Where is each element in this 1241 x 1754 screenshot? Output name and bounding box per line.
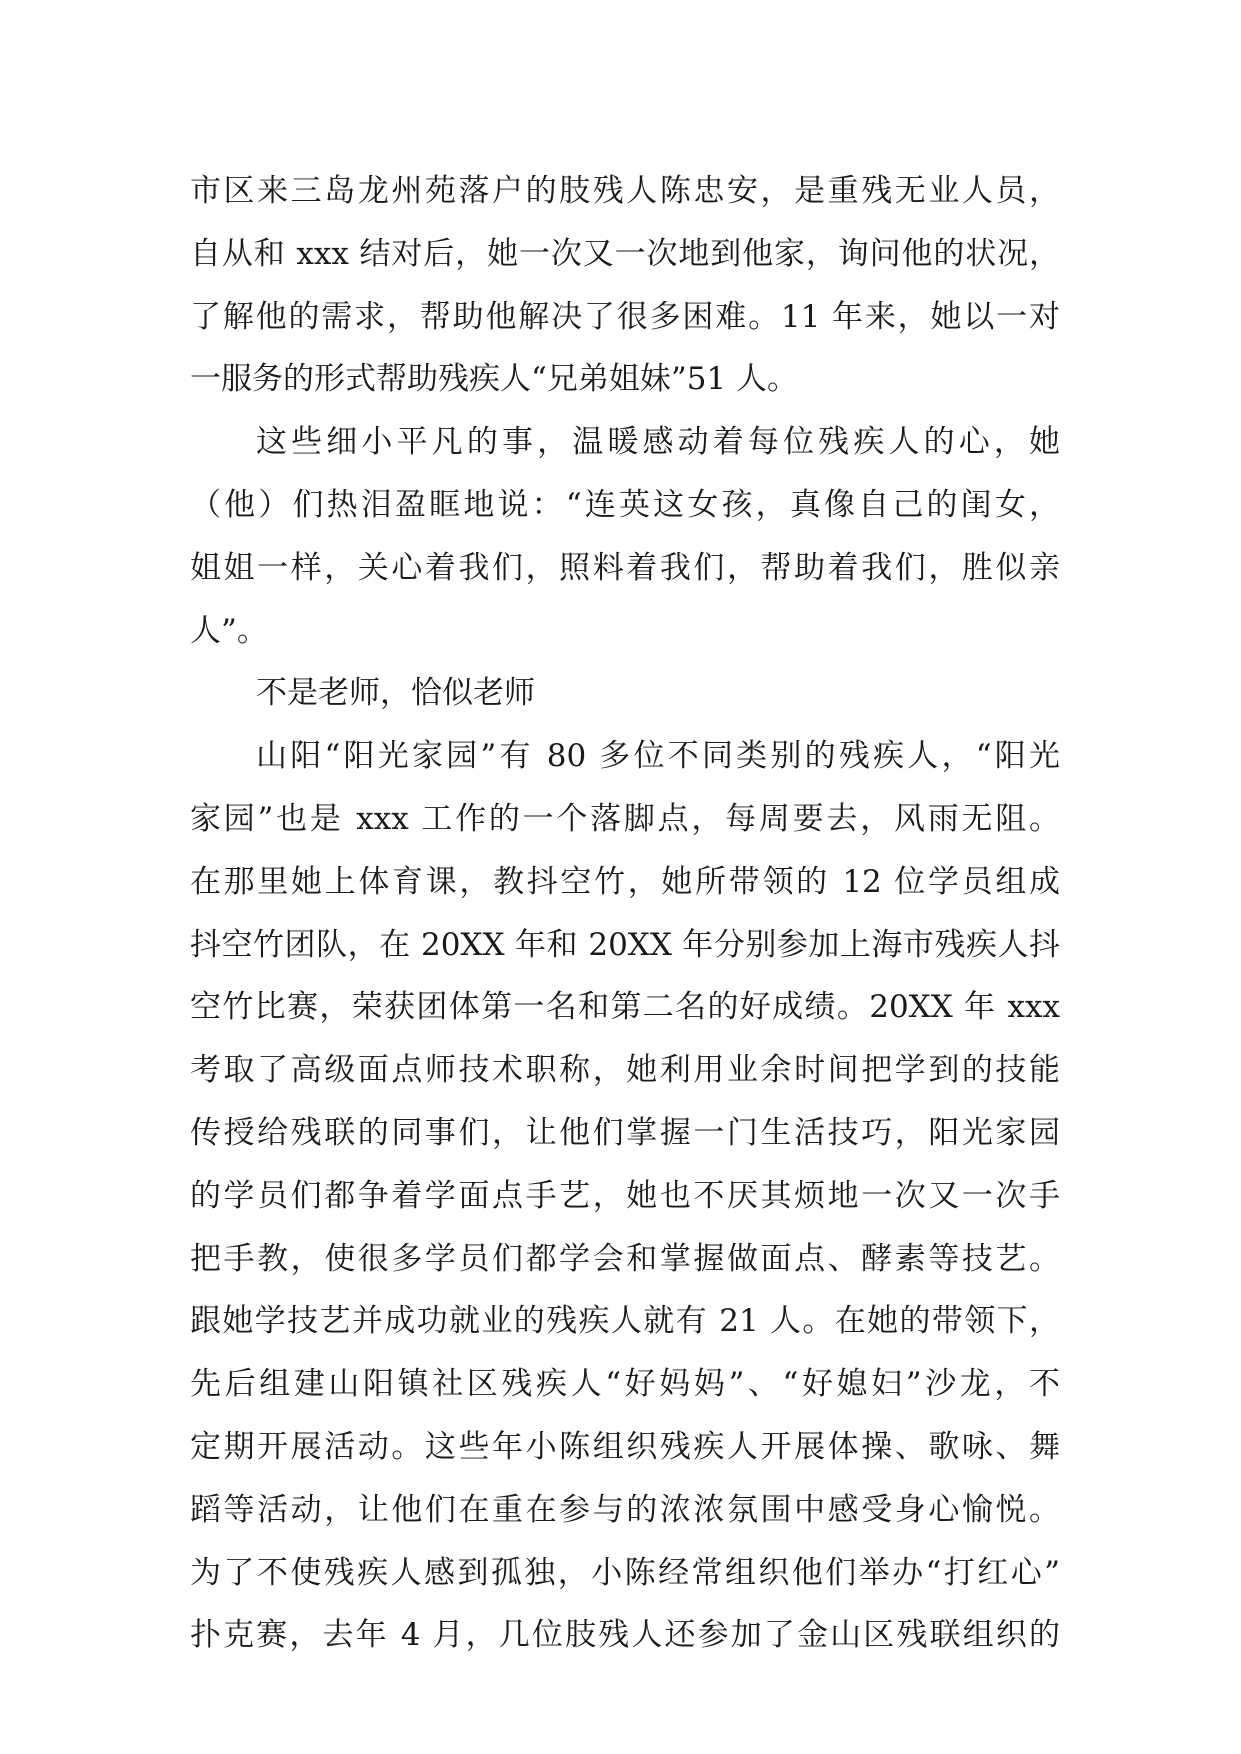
text-line: 抖空竹团队，在 20XX 年和 20XX 年分别参加上海市残疾人抖	[190, 926, 1060, 963]
paragraph	[190, 725, 1060, 1667]
paragraph	[190, 160, 1060, 411]
text-line: 定期开展活动。这些年小陈组织残疾人开展体操、歌咏、舞	[190, 1428, 1060, 1465]
text-line: 为了不使残疾人感到孤独，小陈经常组织他们举办“打红心”	[190, 1554, 1060, 1591]
text-line: 跟她学技艺并成功就业的残疾人就有 21 人。在她的带领下，	[190, 1303, 1060, 1340]
text-line: （他）们热泪盈眶地说：“连英这女孩，真像自己的闺女，	[190, 486, 1060, 523]
text-line: 考取了高级面点师技术职称，她利用业余时间把学到的技能	[190, 1052, 1060, 1089]
text-line: 市区来三岛龙州苑落户的肢残人陈忠安，是重残无业人员，	[190, 173, 1060, 209]
text-line: 传授给残联的同事们，让他们掌握一门生活技巧，阳光家园	[190, 1114, 1060, 1151]
text-line: 先后组建山阳镇社区残疾人“好妈妈”、“好媳妇”沙龙，不	[190, 1366, 1060, 1403]
text-line: 扑克赛，去年 4 月，几位肢残人还参加了金山区残联组织的	[190, 1617, 1060, 1654]
text-line: 蹈等活动，让他们在重在参与的浓浓氛围中感受身心愉悦。	[190, 1491, 1060, 1528]
text-line: 这些细小平凡的事，温暖感动着每位残疾人的心，她	[256, 424, 1060, 461]
text-line: 自从和 xxx 结对后，她一次又一次地到他家，询问他的状况，	[190, 235, 1060, 272]
text-line: 把手教，使很多学员们都学会和掌握做面点、酵素等技艺。	[190, 1240, 1060, 1277]
text-line: 了解他的需求，帮助他解决了很多困难。11 年来，她以一对	[190, 298, 1060, 335]
text-line: 的学员们都争着学面点手艺，她也不厌其烦地一次又一次手	[190, 1177, 1060, 1214]
text-line: 姐姐一样，关心着我们，照料着我们，帮助着我们，胜似亲	[190, 549, 1060, 586]
text-line: 空竹比赛，荣获团体第一名和第二名的好成绩。20XX 年 xxx	[190, 989, 1060, 1026]
body-text	[190, 160, 1060, 1667]
text-line: 一服务的形式帮助残疾人“兄弟姐妹”51 人。	[190, 361, 798, 398]
paragraph	[190, 411, 1060, 662]
text-line: 家园”也是 xxx 工作的一个落脚点，每周要去，风雨无阻。	[190, 800, 1060, 837]
text-line: 不是老师，恰似老师	[256, 675, 535, 712]
text-line: 山阳“阳光家园”有 80 多位不同类别的残疾人，“阳光	[256, 738, 1060, 775]
section-heading	[190, 662, 1060, 725]
text-line: 在那里她上体育课，教抖空竹，她所带领的 12 位学员组成	[190, 863, 1060, 900]
text-line: 人”。	[190, 612, 268, 649]
